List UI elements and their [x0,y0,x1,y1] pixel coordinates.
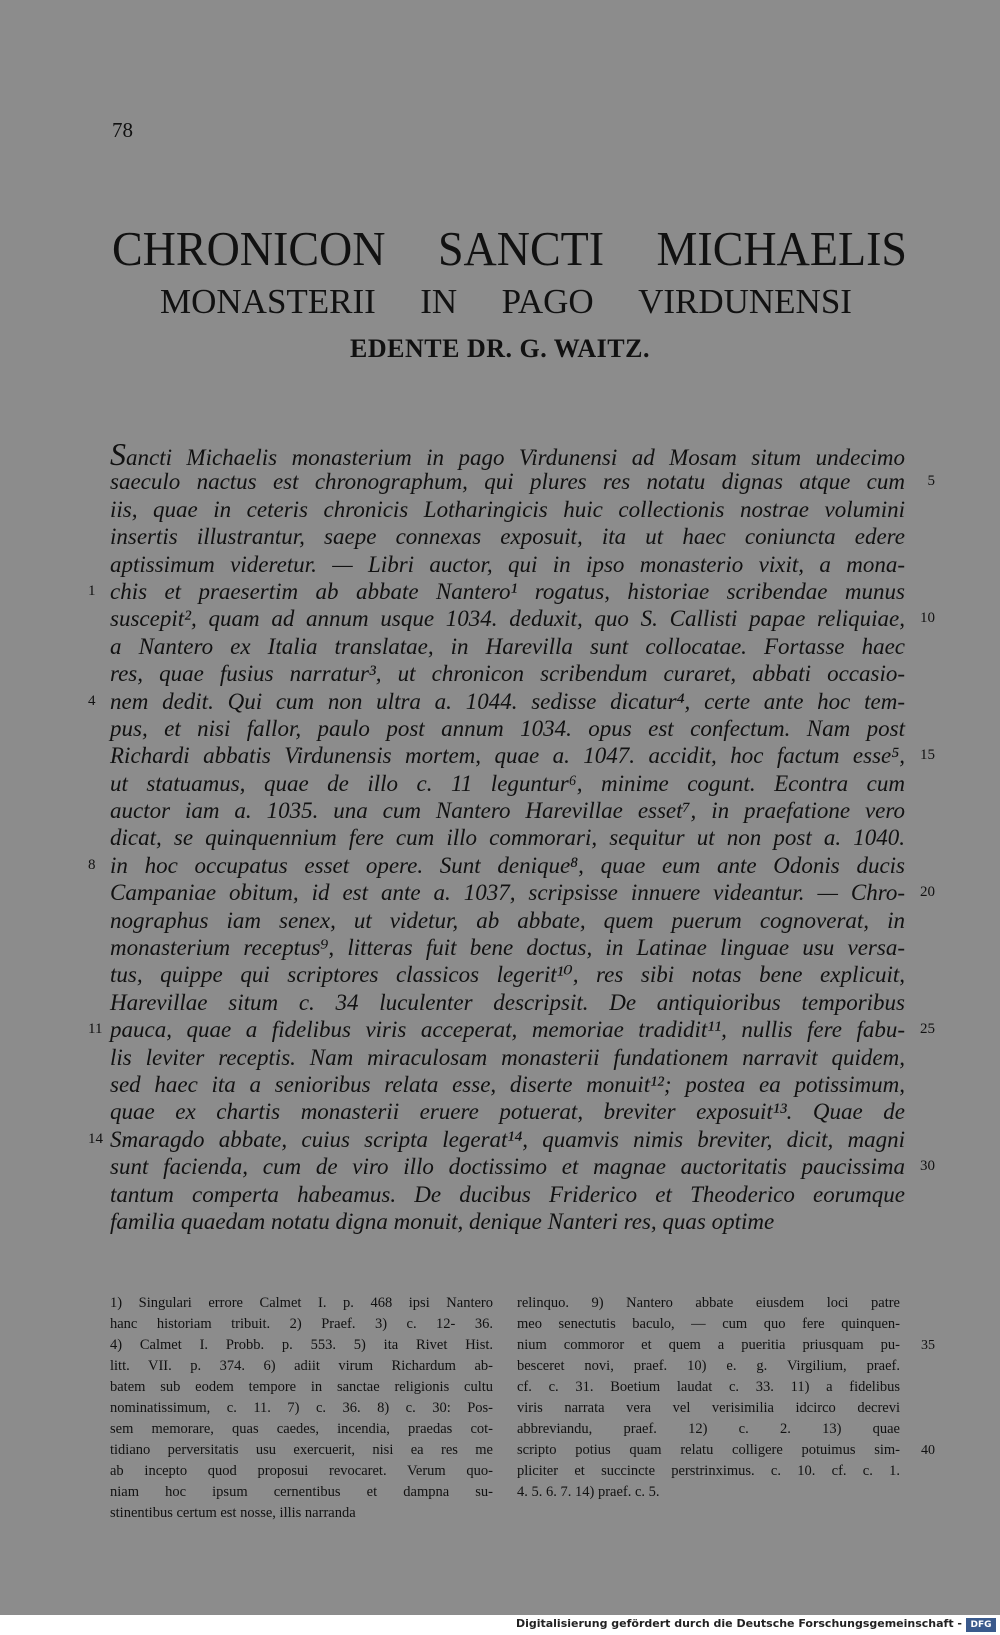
footnote-line: 1) Singulari errore Calmet I. p. 468 ipsi Nantero [110,1295,493,1311]
text-line [110,797,905,824]
footnote-line [517,1461,900,1482]
text-line-content: tus, quippe qui scriptores classicos legerit¹⁰, res sibi notas bene explicuit, [110,962,905,988]
text-line [110,907,905,934]
title-line-1 [112,221,907,277]
text-line-content: familia quaedam notatu digna monuit, denique Nanteri res, quas optime [110,1208,775,1234]
text-line [110,742,935,769]
text-line [110,1044,905,1071]
line-number-margin: 30 [920,1158,935,1175]
main-text [88,436,935,1235]
text-line [110,1098,905,1125]
text-line-content: nem dedit. Qui cum non ultra a. 1044. sedisse dicatur⁴, certe ante hoc tem- [110,688,905,714]
text-line-content: a Nantero ex Italia translatae, in Harevilla sunt collocatae. Fortasse haec [110,633,905,659]
footnote-line [517,1335,935,1356]
text-line [110,660,905,687]
footnote-line: sem memorare, quas caedes, incendia, praedas cot- [110,1421,493,1437]
text-line [110,605,935,632]
footnote-line [517,1314,900,1335]
text-line-content: Richardi abbatis Virdunensis mortem, quae a. 1047. accidit, hoc factum esse⁵, [110,743,905,769]
text-line-content: quae ex chartis monasterii eruere potuerat, breviter exposuit¹³. Quae de [110,1099,905,1125]
text-line [110,824,905,851]
footnotes-right-column [517,1293,935,1503]
text-line-content: aptissimum videretur. — Libri auctor, qui in ipso monasterio vixit, a mona- [110,551,905,577]
text-line-content: iis, quae in ceteris chronicis Lotharingicis huic collectionis nostrae volumini [110,496,905,522]
footnote-marker-margin: 4 [88,692,96,709]
text-line [110,436,905,472]
title-word: CHRONICON [112,221,386,276]
footnote-line [517,1377,900,1398]
footnote-line: 4) Calmet I. Probb. p. 553. 5) ita Rivet Hist. [110,1337,493,1353]
text-line [88,578,905,605]
text-line [110,1153,935,1180]
text-line [110,1071,905,1098]
drop-cap: S [110,436,126,472]
text-line [88,1016,935,1043]
footnote-marker-margin: 8 [88,856,96,873]
text-line-content: pus, et nisi fallor, paulo post annum 1034. opus est confectum. Nam post [110,715,905,741]
text-line [110,961,905,988]
text-line-content: Campaniae obitum, id est ante a. 1037, scripsisse innuere videantur. — Chro- [110,880,905,906]
text-line [110,633,905,660]
text-line [110,715,905,742]
text-line [110,468,935,495]
text-line-content: ancti Michaelis monasterium in pago Virdunensi ad Mosam situm undecimo [126,445,905,470]
footnote-line [517,1482,900,1503]
footnote-line-content: scripto potius quam relatu colligere potuimus sim- [517,1442,900,1458]
text-line-content: sed haec ita a senioribus relata esse, diserte monuit¹²; postea ea potissimum, [110,1071,905,1097]
footnote-line-content: nium commoror et quem a pueritia priusquam pu- [517,1337,900,1353]
footnote-line-content: abbreviandu, praef. 12) c. 2. 13) quae [517,1421,900,1437]
line-number-margin: 5 [927,473,935,490]
footnote-line: niam hoc ipsum cernentibus et dampna su- [110,1484,493,1500]
text-line-content: ut statuamus, quae de illo c. 11 leguntur⁶, minime cogunt. Econtra cum [110,770,905,796]
footnote-line [517,1356,900,1377]
line-number-margin: 25 [920,1021,935,1038]
footer-bar [0,1615,1000,1635]
dfg-logo: DFG [966,1618,996,1632]
footnote-line: litt. VII. p. 374. 6) adiit virum Richardum ab- [110,1358,493,1374]
text-line [110,1208,905,1235]
footnote-line: ab incepto quod proposui revocaret. Verum quo- [110,1463,493,1479]
footnotes-left-column [110,1293,493,1524]
line-number-margin: 35 [921,1338,935,1353]
text-line [110,1181,905,1208]
footnote-line: nominatissimum, c. 11. 7) c. 36. 8) c. 30: Pos- [110,1400,493,1416]
title-word: IN [420,282,458,321]
footnote-line-content: besceret novi, praef. 10) e. g. Virgilium, praef. [517,1358,900,1374]
text-line-content: chis et praesertim ab abbate Nantero¹ rogatus, historiae scribendae munus [110,578,905,604]
text-line [110,934,905,961]
text-line [110,989,905,1016]
footnote-line-content: meo senectutis baculo, — cum quo fere quinquen- [517,1316,900,1332]
text-line [110,523,905,550]
footnote-line: hanc historiam tribuit. 2) Praef. 3) c. 12- 36. [110,1316,493,1332]
footnote-marker-margin: 1 [88,582,96,599]
line-number-margin: 15 [920,747,935,764]
title-word: MICHAELIS [656,221,907,276]
text-line-content: suscepit², quam ad annum usque 1034. deduxit, quo S. Callisti papae reliquiae, [110,606,905,632]
footnote-line: tidiano perversitatis usu exercuerit, nisi ea res me [110,1442,493,1458]
text-line-content: saeculo nactus est chronographum, qui plures res notatu dignas atque cum [110,469,905,495]
line-number-margin: 10 [920,610,935,627]
text-line-content: res, quae fusius narratur³, ut chronicon scribendum curaret, abbati occasio- [110,661,905,687]
text-line-content: dicat, se quinquennium fere cum illo commorari, sequitur ut non post a. 1040. [110,825,905,851]
footnote-line [517,1419,900,1440]
footnote-line [517,1293,900,1314]
line-number-margin: 40 [921,1443,935,1458]
text-line-content: nographus iam senex, ut videtur, ab abbate, quem puerum cognoverat, in [110,907,905,933]
text-line [110,496,905,523]
footnote-line [517,1440,935,1461]
page-number: 78 [112,118,133,142]
footnote-line [517,1398,900,1419]
text-line-content: tantum comperta habeamus. De ducibus Friderico et Theoderico eorumque [110,1181,905,1207]
text-line-content: Harevillae situm c. 34 luculenter descripsit. De antiquioribus temporibus [110,989,905,1015]
text-line [110,551,905,578]
footnote-line: batem sub eodem tempore in sanctae religionis cultu [110,1379,493,1395]
text-line-content: monasterium receptus⁹, litteras fuit bene doctus, in Latinae linguae usu versa- [110,935,905,961]
title-line-2 [160,282,852,322]
footnote-line-content: pliciter et succincte perstrinximus. c. 10. cf. c. 1. [517,1463,900,1479]
text-line-content: sunt facienda, cum de viro illo doctissimo et magnae auctoritatis paucissima [110,1154,905,1180]
editor-line: EDENTE DR. G. WAITZ. [350,334,650,363]
title-word: MONASTERII [160,282,376,321]
text-line-content: in hoc occupatus esset opere. Sunt denique⁸, quae eum ante Odonis ducis [110,852,905,878]
text-line-content: insertis illustrantur, saepe connexas exposuit, ita ut haec coniuncta edere [110,524,905,550]
footnote-line: stinentibus certum est nosse, illis narranda [110,1505,356,1521]
text-line [88,688,905,715]
title-word: PAGO [501,282,594,321]
footnote-line-content: viris narrata vera vel verisimilia idcirco decrevi [517,1400,900,1416]
text-line [110,879,935,906]
footer-credit: Digitalisierung gefördert durch die Deutsche Forschungsgemeinschaft - [515,1617,962,1630]
text-line [110,770,905,797]
text-line [88,852,905,879]
footnote-line-content: relinquo. 9) Nantero abbate eiusdem loci patre [517,1295,900,1311]
footnote-marker-margin: 14 [88,1130,103,1147]
footnote-marker-margin: 11 [88,1021,103,1038]
text-line-content: auctor iam a. 1035. una cum Nantero Harevillae esset⁷, in praefatione vero [110,798,905,824]
footnote-line-content: 4. 5. 6. 7. 14) praef. c. 5. [517,1484,660,1500]
title-word: VIRDUNENSI [638,282,852,321]
line-number-margin: 20 [920,884,935,901]
text-line [88,1126,905,1153]
text-line-content: Smaragdo abbate, cuius scripta legerat¹⁴, quamvis nimis breviter, dicit, magni [110,1126,905,1152]
footnote-line-content: cf. c. 31. Boetium laudat c. 33. 11) a fidelibus [517,1379,900,1395]
text-line-content: lis leviter receptis. Nam miraculosam monasterii fundationem narravit quidem, [110,1044,905,1070]
text-line-content: pauca, quae a fidelibus viris acceperat, memoriae tradidit¹¹, nullis fere fabu- [110,1017,905,1043]
title-word: SANCTI [437,221,605,276]
